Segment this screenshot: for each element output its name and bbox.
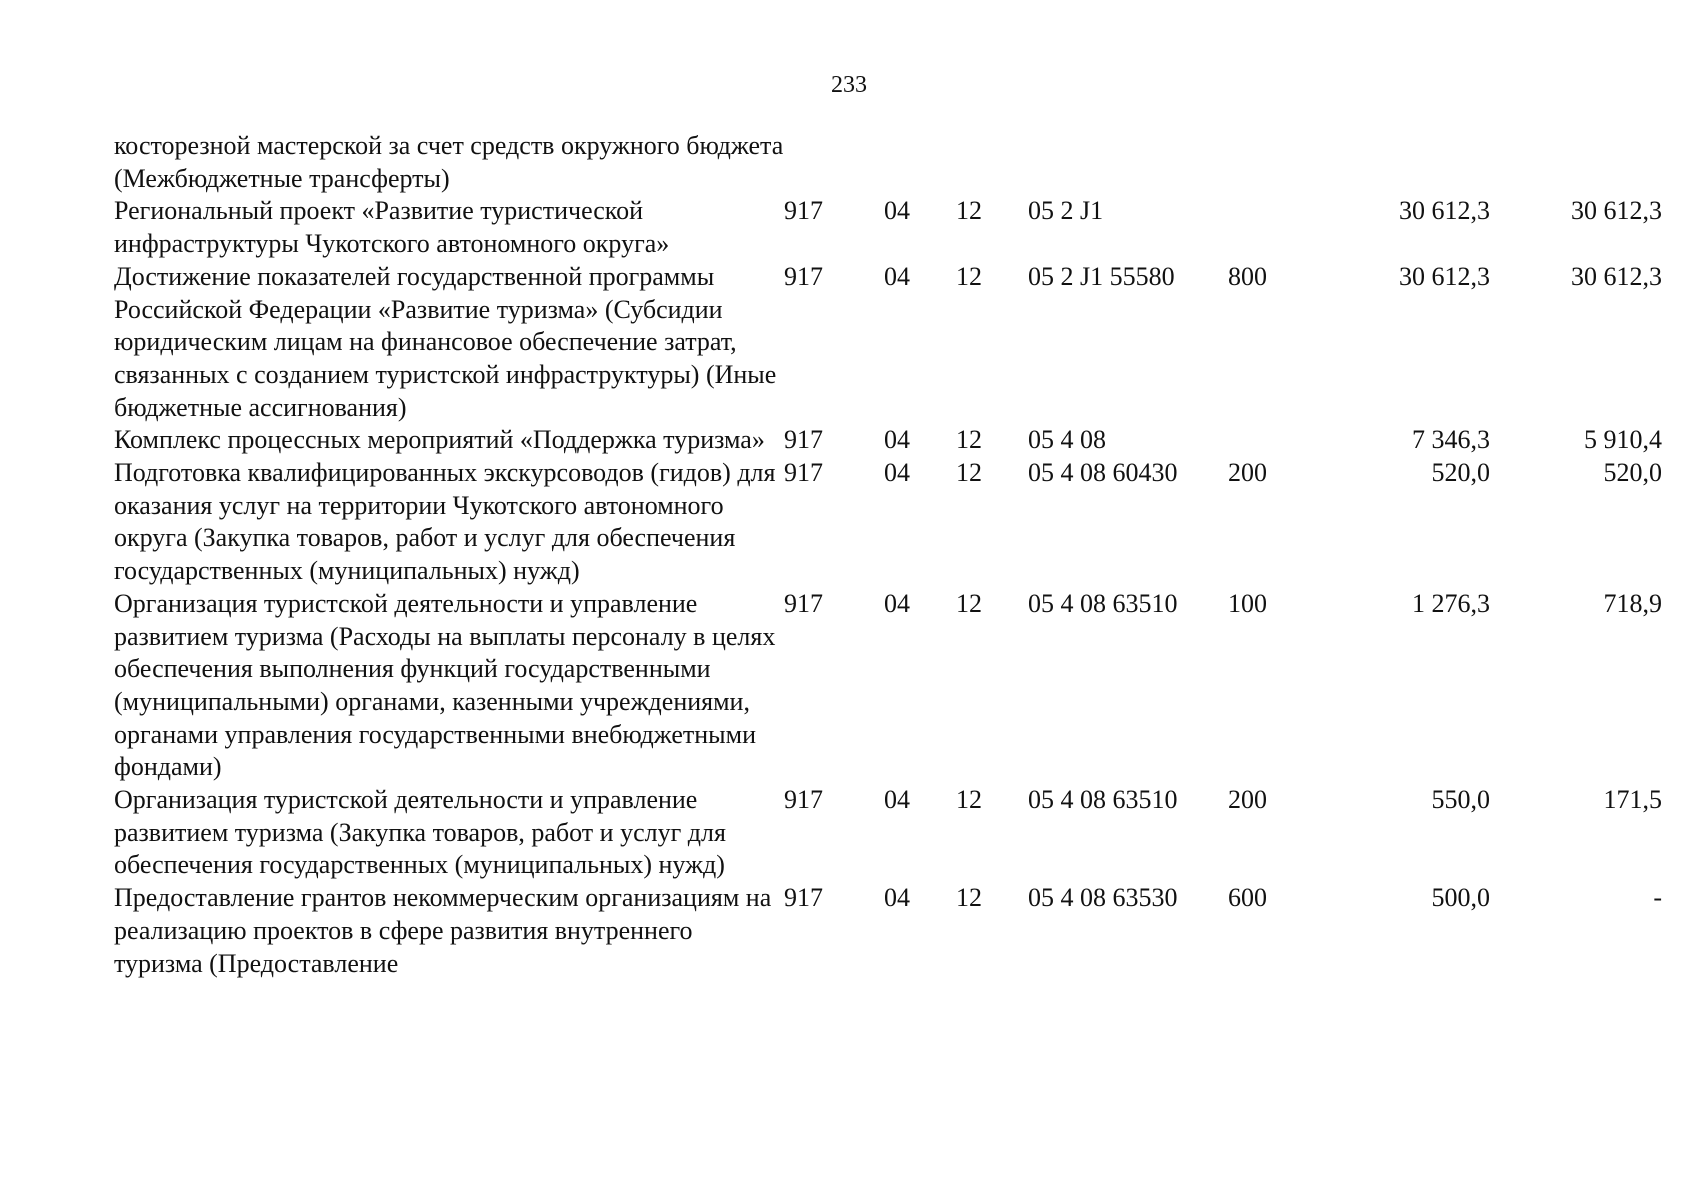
row-amount-1: 30 612,3 <box>1399 261 1490 291</box>
row-target-article-code: 05 4 08 63510 <box>1028 785 1178 815</box>
row-amount-2: 171,5 <box>1603 785 1662 815</box>
row-expense-type-code: 200 <box>1228 458 1267 488</box>
table-row <box>114 424 1674 457</box>
row-subsection-code: 12 <box>956 458 982 488</box>
row-section-code: 04 <box>884 588 910 618</box>
row-amount-2: 30 612,3 <box>1571 261 1662 291</box>
row-subsection-code: 12 <box>956 425 982 455</box>
row-section-code: 04 <box>884 425 910 455</box>
row-section-code: 04 <box>884 261 910 291</box>
row-section-code: 04 <box>884 883 910 913</box>
row-expense-type-code: 800 <box>1228 261 1267 291</box>
page-number: 233 <box>831 72 867 98</box>
row-target-article-code: 05 4 08 <box>1028 425 1106 455</box>
row-expense-type-code: 100 <box>1228 588 1267 618</box>
row-section-code: 04 <box>884 458 910 488</box>
row-name: Подготовка квалифицированных экскурсоводов (гидов) для оказания услуг на территории Чукотского автономного округа (Закупка товаров, работ и услуг для обеспечения государственных (муниципальных) нужд) <box>114 458 776 586</box>
row-amount-1: 7 346,3 <box>1412 425 1490 455</box>
row-name: Организация туристской деятельности и управление развитием туризма (Расходы на выплаты персоналу в целях обеспечения выполнения функций государственными (муниципальными) органами, казенными учреждениями, органами управления государственными внебюджетными фондами) <box>114 588 776 782</box>
row-expense-type-code: 600 <box>1228 883 1267 913</box>
row-amount-2: 520,0 <box>1603 458 1662 488</box>
row-amount-1: 1 276,3 <box>1412 588 1490 618</box>
row-target-article-code: 05 4 08 63530 <box>1028 883 1178 913</box>
row-name: Организация туристской деятельности и управление развитием туризма (Закупка товаров, работ и услуг для обеспечения государственных (муниципальных) нужд) <box>114 785 726 880</box>
row-section-code: 04 <box>884 196 910 226</box>
row-amount-1: 520,0 <box>1431 458 1490 488</box>
row-gr-code: 917 <box>784 458 823 488</box>
row-subsection-code: 12 <box>956 261 982 291</box>
row-subsection-code: 12 <box>956 785 982 815</box>
row-target-article-code: 05 2 J1 <box>1028 196 1104 226</box>
row-target-article-code: 05 4 08 60430 <box>1028 458 1178 488</box>
row-name: Достижение показателей государственной программы Российской Федерации «Развитие туризма» (Субсидии юридическим лицам на финансовое обеспечение затрат, связанных с созданием туристской инфраструктуры) (Иные бюджетные ассигнования) <box>114 261 777 422</box>
row-gr-code: 917 <box>784 785 823 815</box>
table-row <box>114 882 1674 980</box>
row-name: Предоставление грантов некоммерческим организациям на реализацию проектов в сфере развития внутреннего туризма (Предоставление <box>114 883 772 978</box>
row-amount-1: 30 612,3 <box>1399 196 1490 226</box>
row-expense-type-code: 200 <box>1228 785 1267 815</box>
row-gr-code: 917 <box>784 425 823 455</box>
row-target-article-code: 05 2 J1 55580 <box>1028 261 1175 291</box>
table-row <box>114 457 1674 588</box>
row-amount-2: 718,9 <box>1603 588 1662 618</box>
table-row <box>114 261 1674 425</box>
table-row <box>114 195 1674 260</box>
row-section-code: 04 <box>884 785 910 815</box>
row-gr-code: 917 <box>784 196 823 226</box>
row-name: Комплекс процессных мероприятий «Поддержка туризма» <box>114 425 765 455</box>
table-row <box>114 130 1674 195</box>
row-amount-2: 30 612,3 <box>1571 196 1662 226</box>
row-subsection-code: 12 <box>956 883 982 913</box>
row-subsection-code: 12 <box>956 196 982 226</box>
row-name: косторезной мастерской за счет средств окружного бюджета (Межбюджетные трансферты) <box>114 131 784 193</box>
row-amount-2: - <box>1653 883 1662 913</box>
table-row <box>114 588 1674 784</box>
row-gr-code: 917 <box>784 883 823 913</box>
row-gr-code: 917 <box>784 261 823 291</box>
row-subsection-code: 12 <box>956 588 982 618</box>
row-name: Региональный проект «Развитие туристической инфраструктуры Чукотского автономного округа» <box>114 196 670 259</box>
row-amount-1: 500,0 <box>1431 883 1490 913</box>
row-gr-code: 917 <box>784 588 823 618</box>
row-amount-1: 550,0 <box>1431 785 1490 815</box>
budget-table <box>114 130 1674 980</box>
row-amount-2: 5 910,4 <box>1584 425 1662 455</box>
table-row <box>114 784 1674 882</box>
row-target-article-code: 05 4 08 63510 <box>1028 588 1178 618</box>
